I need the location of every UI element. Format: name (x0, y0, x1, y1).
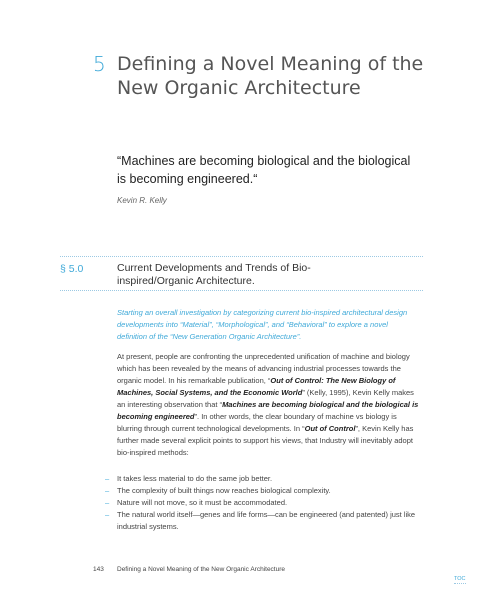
epigraph-quote: “Machines are becoming biological and the biological is becoming engineered.“ (117, 154, 411, 186)
section-rule-bottom (60, 290, 423, 291)
book-title: Out of Control: The New Biology of Machines, Social Systems, and the Economic World (117, 376, 396, 397)
dash-bullet-icon: – (105, 474, 110, 483)
list-item-text: It takes less material to do the same job better. (117, 474, 273, 483)
list-item-text: The complexity of built things now reaches biological complexity. (117, 486, 331, 495)
dash-bullet-icon: – (105, 510, 110, 519)
dash-bullet-icon: – (105, 498, 110, 507)
book-reference: Out of Control (304, 424, 356, 433)
list-item (105, 485, 425, 497)
body-text-segment: ”, Kevin Kelly has further made several explicit points to support his views, that Industry will inevitably adopt bio-inspired methods: (117, 424, 414, 457)
toc-link[interactable]: TOC (454, 576, 466, 582)
epigraph-author: Kevin R. Kelly (117, 196, 167, 205)
body-paragraph (117, 351, 422, 459)
section-number: § 5.0 (60, 263, 84, 275)
list-item (105, 497, 425, 509)
kelly-quote: Machines are becoming biological and the biological is becoming engineered (117, 400, 419, 421)
section-title: Current Developments and Trends of Bio-inspired/Organic Architecture. (117, 262, 311, 287)
chapter-title: Defining a Novel Meaning of the New Organic Architecture (117, 53, 424, 99)
dash-bullet-icon: – (105, 486, 110, 495)
bullet-list (105, 473, 425, 533)
section-intro: Starting an overall investigation by categorizing current bio-inspired architectural design developments into “Material”, “Morphological”, and “Behavioral” to explore a novel definition of the “New Generation Organic Architecture”. (117, 308, 408, 341)
list-item (105, 509, 425, 533)
running-title: Defining a Novel Meaning of the New Organic Architecture (117, 566, 286, 573)
chapter-number: 5 (93, 52, 106, 76)
page-number: 143 (93, 566, 104, 573)
list-item (105, 473, 425, 485)
body-text-segment: At present, people are confronting the unprecedented unification of machine and biology which has been revealed by the means of advancing industrial processes towards the organic model. In his remarkable publication, “ (117, 352, 410, 385)
list-item-text: Nature will not move, so it must be accommodated. (117, 498, 288, 507)
body-text-segment: ”. In other words, the clear boundary of machine vs biology is blurring through current technological developments. In “ (117, 412, 397, 433)
body-text-segment: ” (Kelly, 1995), Kevin Kelly makes an interesting observation that “ (117, 388, 414, 409)
section-rule-top (60, 256, 423, 257)
list-item-text: The natural world itself—genes and life forms—can be engineered (and patented) just like industrial systems. (117, 510, 416, 531)
